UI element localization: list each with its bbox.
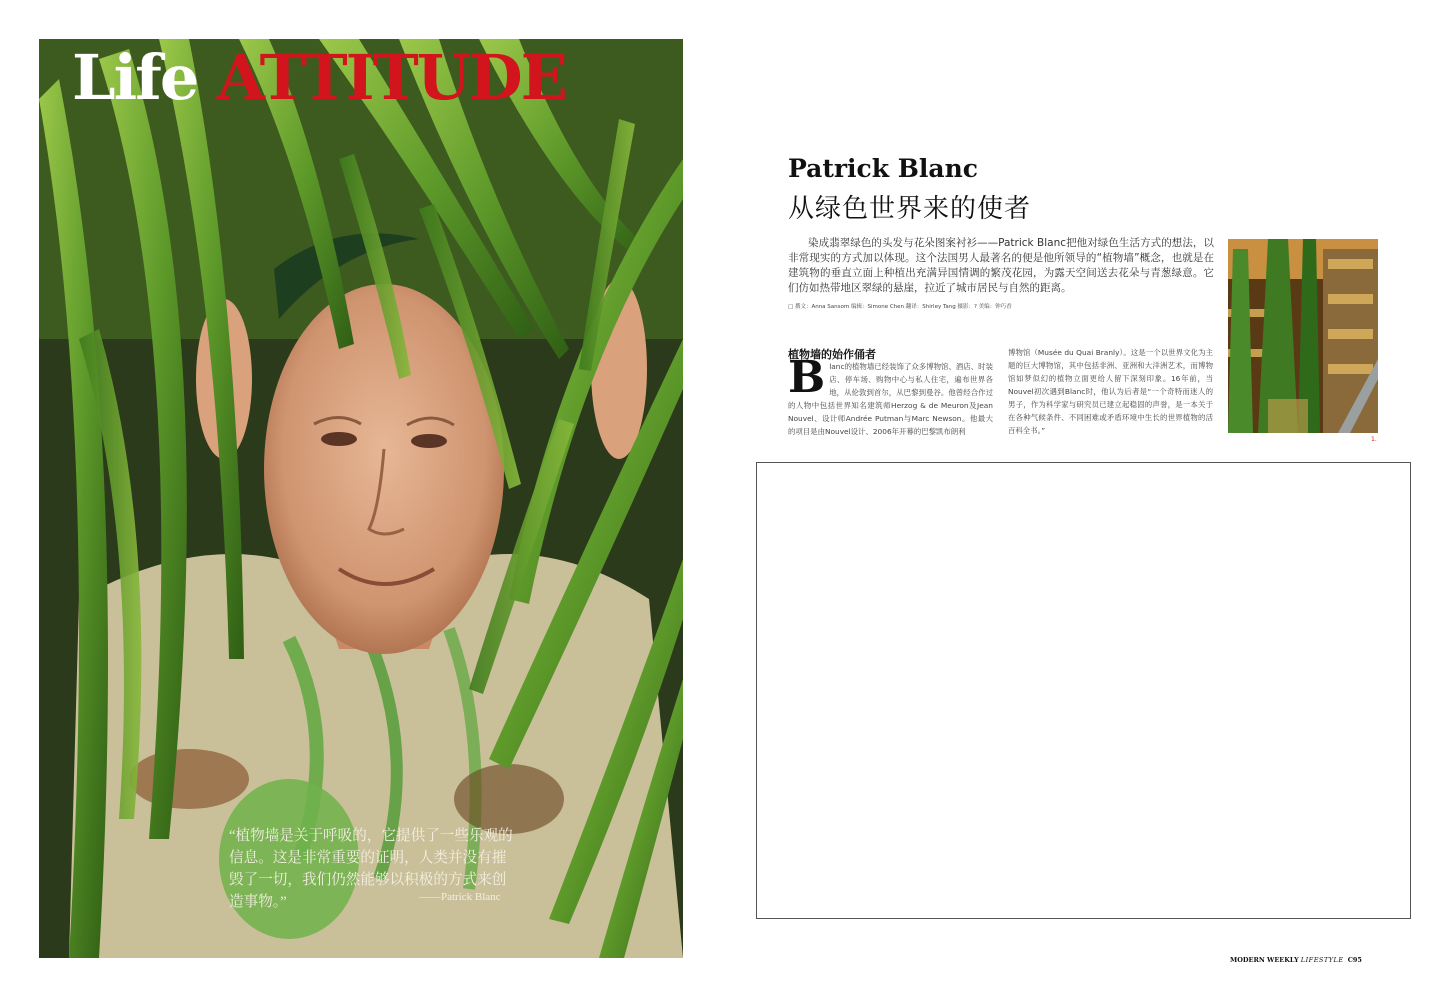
page-footer (1230, 956, 1362, 964)
cover-photo (39, 39, 683, 958)
footer-page-number: C95 (1347, 956, 1362, 964)
footer-section: LIFESTYLE (1300, 956, 1344, 964)
article-subtitle: 从绿色世界来的使者 (788, 194, 1032, 224)
section-heading: 植物墙的始作俑者 (788, 348, 876, 361)
pull-quote: “植物墙是关于呼吸的，它提供了一些乐观的信息。这是非常重要的证明，人类并没有摧毁了一切，我们仍然能够以积极的方式来创造事物。” (229, 828, 513, 910)
portrait-illustration (39, 39, 683, 958)
section-banner (72, 41, 566, 114)
article-title: Patrick Blanc (788, 154, 979, 183)
banner-word-life: Life (72, 41, 198, 114)
footer-magazine: MODERN WEEKLY (1230, 956, 1299, 964)
advertisement-placeholder-box (756, 462, 1411, 919)
article-intro: 染成翡翠绿色的头发与花朵图案衬衫——Patrick Blanc把他对绿色生活方式的想法，以非常现实的方式加以体现。这个法国男人最著名的便是他所领导的“植物墙”概念，也就是在建筑物的垂直立面上种植出充满异国情调的繁茂花园，为露天空间送去花朵与青葱绿意。它们仿如热带地区翠绿的悬崖，拉近了城市居民与自然的距离。 (788, 237, 1214, 294)
figure-number: 1. (1371, 436, 1377, 443)
body-column-2: 博物馆（Musée du Quai Branly）。这是一个以世界文化为主题的巨大博物馆，其中包括非洲、亚洲和大洋洲艺术，而博物馆如梦似幻的植物立面更给人留下深刻印象。16年前，当Nouvel初次遇到Blanc时，他认为后者是“一个奇特而迷人的男子，作为科学家与研究员已建立起稳固的声誉，是一本关于在各种气候条件、不同困难或矛盾环境中生长的世界植物的活百科全书。” (1008, 348, 1213, 435)
drop-cap: B (788, 352, 826, 403)
banner-word-attitude: ATTITUDE (216, 41, 566, 114)
body-column-1-text: lanc的植物墙已经装饰了众多博物馆、酒店、时装店、停车场、购物中心与私人住宅，遍布世界各地，从伦敦到首尔，从巴黎到曼谷。他曾经合作过的人物中包括世界知名建筑师Herzog & de Meuron及Jean Nouvel、设计师Andrée Putman与Marc Newson。他最大的项目是由Nouvel设计、2006年开幕的巴黎凯布朗利 (788, 362, 993, 436)
article-credits: □ 撰文：Anna Sansom 编辑：Simone Chen 翻译：Shirley Tang 摄影：? 美编：钟巧香 (788, 304, 1012, 310)
pull-quote-attribution: ——Patrick Blanc (419, 891, 501, 903)
museum-interior-photo (1228, 239, 1378, 433)
